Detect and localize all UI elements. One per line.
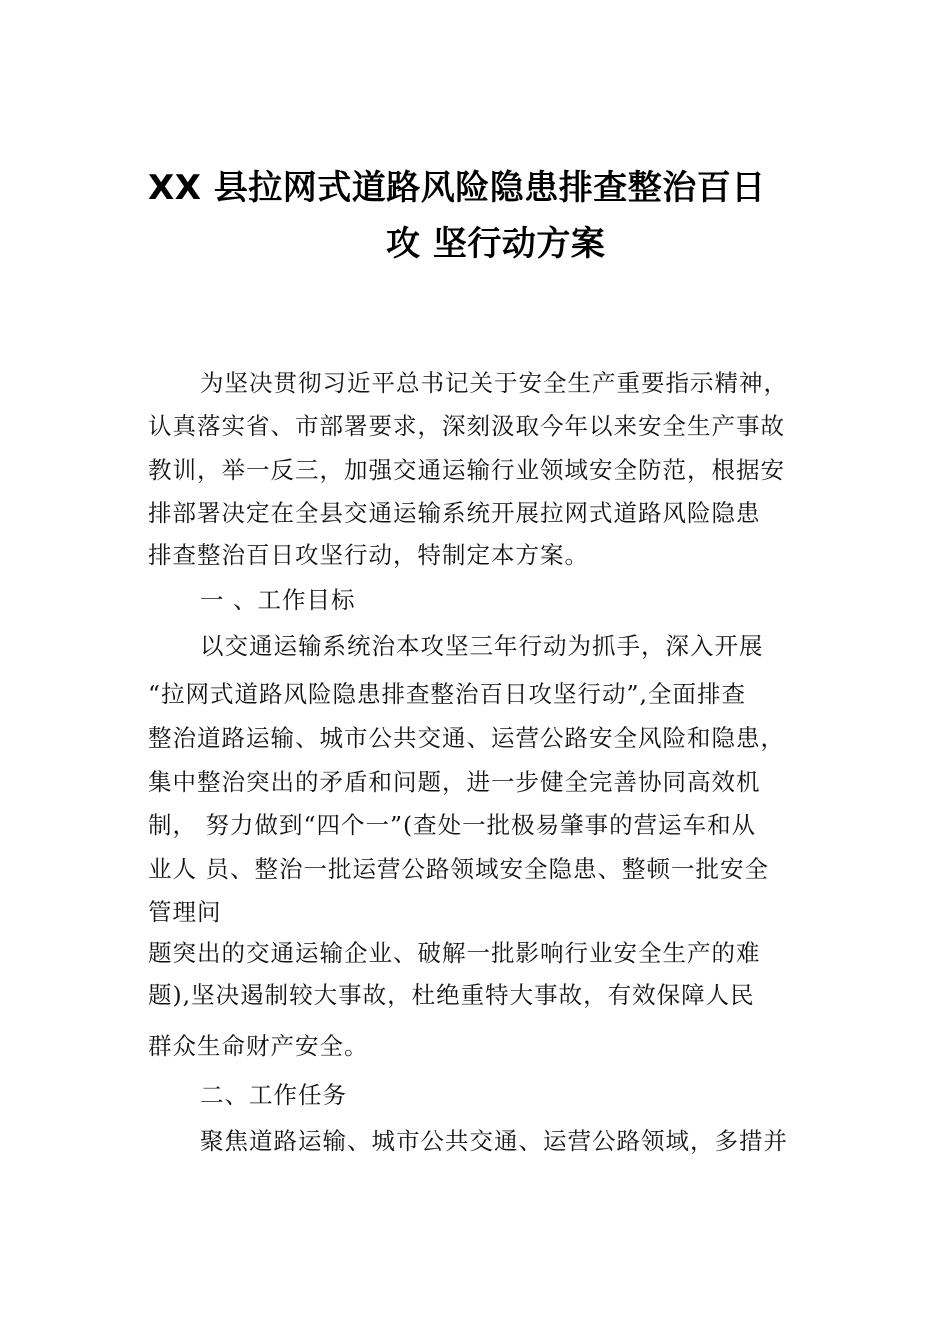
section-heading-tasks: 二、工作任务	[200, 1081, 347, 1109]
intro-paragraph-line-3: 教训，举一反三，加强交通运输行业领域安全防范，根据安	[148, 456, 785, 484]
goals-paragraph-line-4: 集中整治突出的矛盾和问题，进一步健全完善协同高效机	[148, 768, 761, 796]
goals-paragraph-line-7: 管理问	[148, 898, 222, 926]
goals-paragraph-line-3: 整治道路运输、城市公共交通、运营公路安全风险和隐患，	[148, 724, 785, 752]
intro-paragraph-line-4: 排部署决定在全县交通运输系统开展拉网式道路风险隐患	[148, 499, 761, 527]
goals-paragraph-line-10: 群众生命财产安全。	[148, 1032, 369, 1060]
intro-paragraph-line-2: 认真落实省、市部署要求，深刻汲取今年以来安全生产事故	[148, 412, 785, 440]
section-heading-goals: 一 、工作目标	[200, 586, 356, 614]
intro-paragraph-line-5: 排查整治百日攻坚行动，特制定本方案。	[148, 541, 589, 569]
intro-paragraph-line-1: 为坚决贯彻习近平总书记关于安全生产重要指示精神，	[200, 369, 788, 397]
goals-paragraph-line-1: 以交通运输系统治本攻坚三年行动为抓手，深入开展	[200, 632, 764, 660]
goals-paragraph-line-5: 制， 努力做到“四个一”(查处一批极易肇事的营运车和从	[148, 811, 757, 839]
goals-paragraph-line-2: “拉网式道路风险隐患排查整治百日攻坚行动”,全面排查	[148, 680, 746, 708]
document-title-line-2: 攻 坚行动方案	[386, 224, 606, 264]
goals-paragraph-line-8: 题突出的交通运输企业、破解一批影响行业安全生产的难	[148, 939, 761, 967]
tasks-paragraph-line-1: 聚焦道路运输、城市公共交通、运营公路领域，多措并	[200, 1127, 788, 1155]
document-title-line-1: XX 县拉网式道路风险隐患排查整治百日	[148, 168, 766, 208]
goals-paragraph-line-9: 题),坚决遏制较大事故，杜绝重特大事故，有效保障人民	[148, 981, 755, 1009]
goals-paragraph-line-6: 业人 员、整治一批运营公路领域安全隐患、整顿一批安全	[148, 855, 769, 883]
